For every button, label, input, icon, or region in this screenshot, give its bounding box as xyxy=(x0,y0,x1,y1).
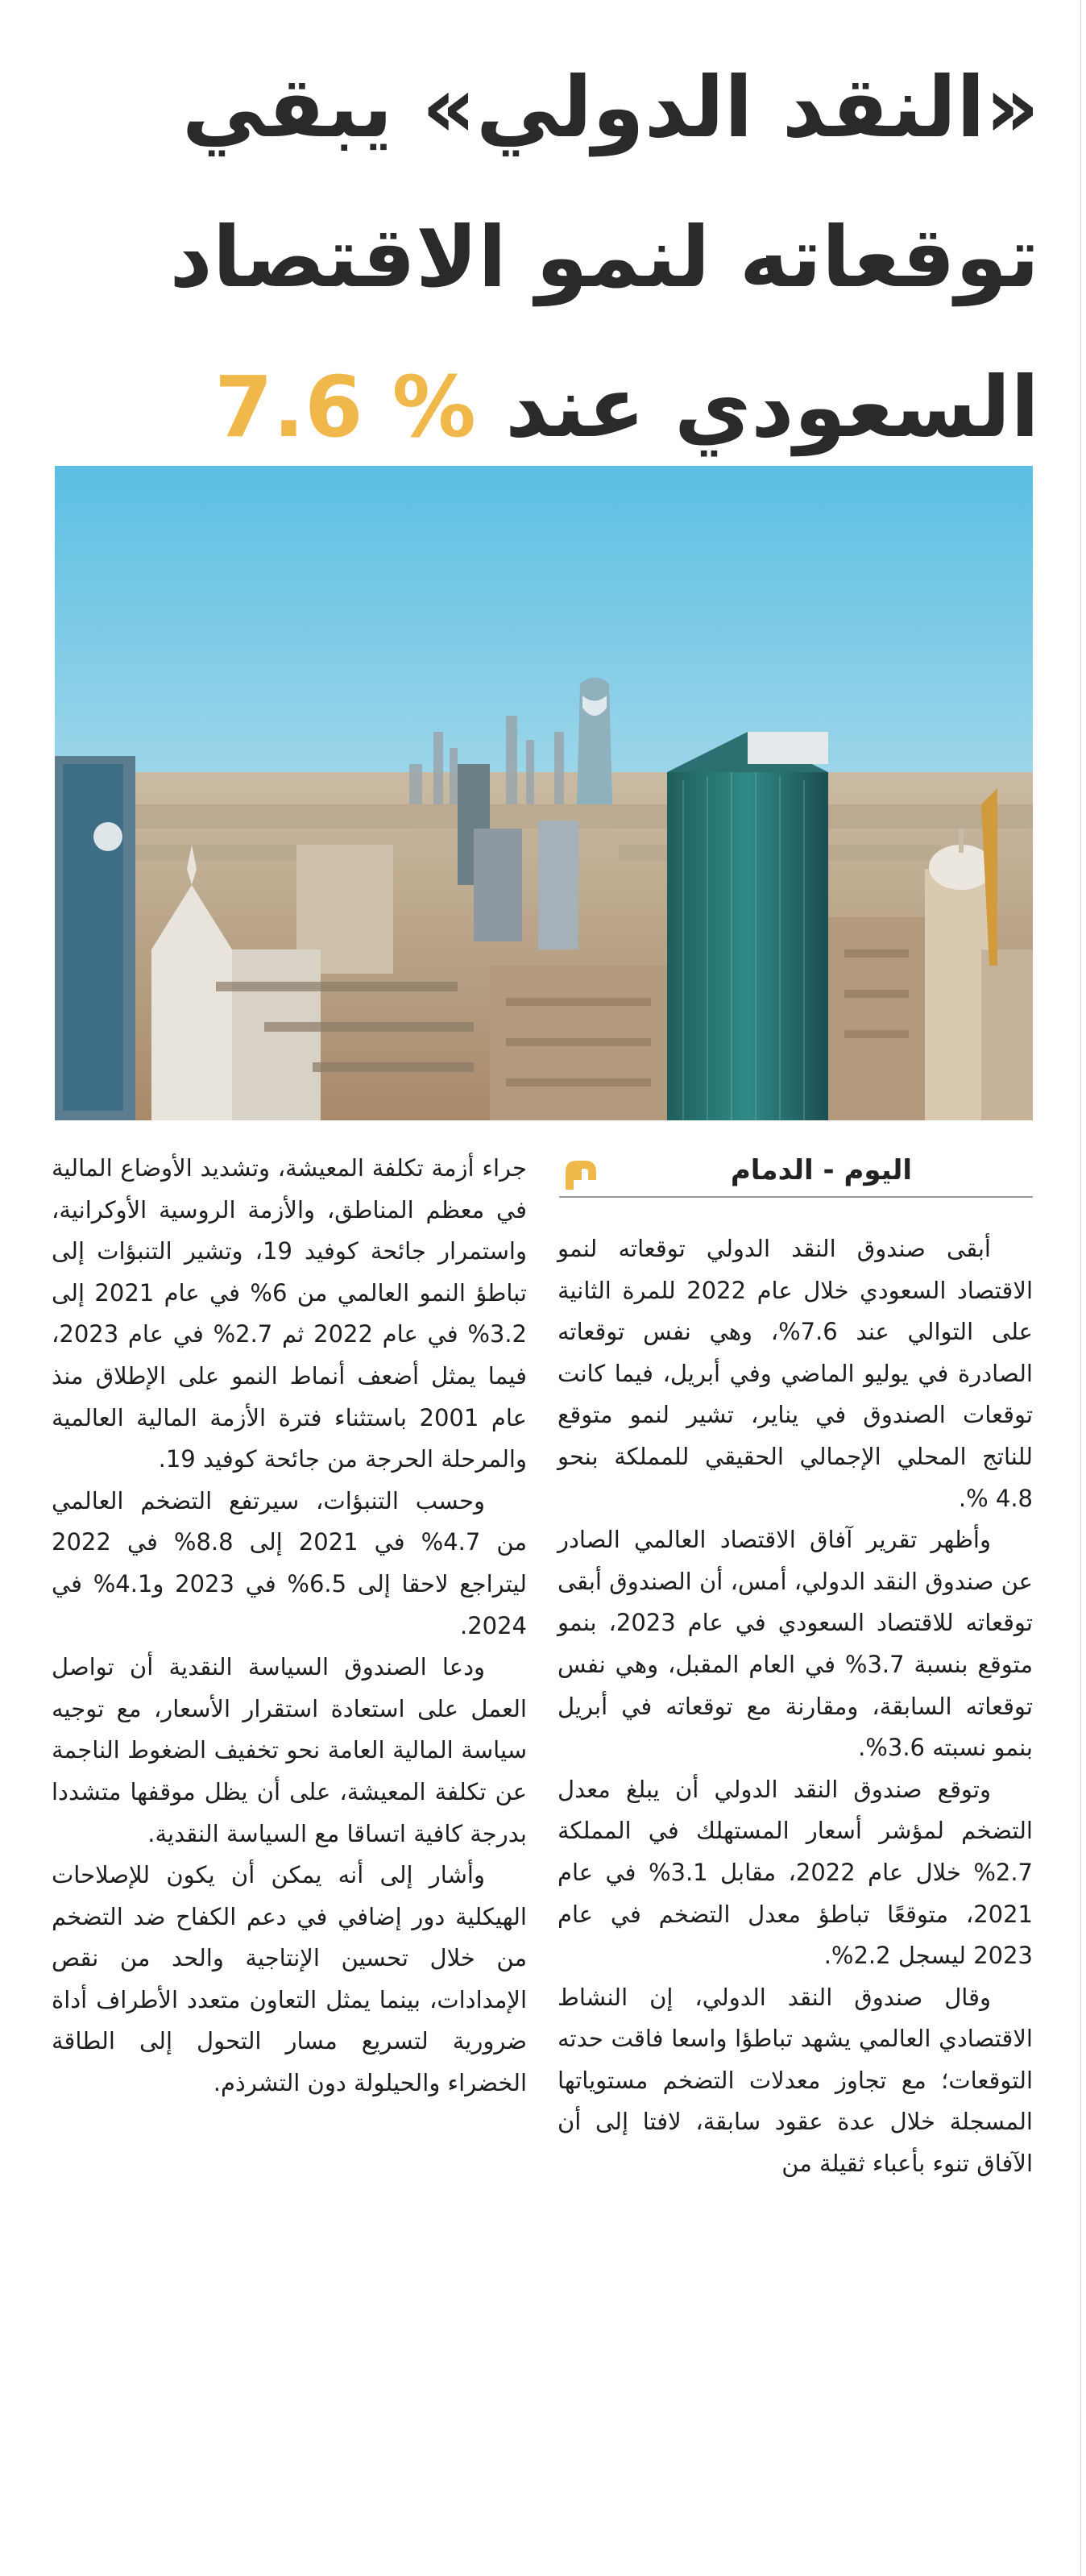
riyadh-skyline-photo xyxy=(55,466,1033,1120)
article-column-right xyxy=(558,1228,1033,2185)
headline-line-3-text: السعودي عند xyxy=(505,358,1039,456)
page-edge-rule xyxy=(1080,0,1081,2576)
article-headline xyxy=(40,32,1039,482)
article-paragraph: وحسب التنبؤات، سيرتفع التضخم العالمي من 4.7% في 2021 إلى 8.8% في 2022 ليتراجع لاحقا إلى 6.5% في 2023 و4.1% في 2024. xyxy=(52,1486,528,1639)
article-paragraph: أبقى صندوق النقد الدولي توقعاته لنمو الاقتصاد السعودي خلال عام 2022 للمرة الثانية على التوالي عند 7.6%، وهي نفس توقعاته الصادرة في يوليو الماضي وفي أبريل، فيما كانت توقعات الصندوق في يناير، تشير لنمو متوقع للناتج المحلي الإجمالي الحقيقي للمملكة بنحو 4.8 %. xyxy=(558,1235,1033,1512)
article-column-left xyxy=(52,1148,527,2104)
article-paragraph: وأظهر تقرير آفاق الاقتصاد العالمي الصادر عن صندوق النقد الدولي، أمس، أن الصندوق أبقى توقعاته للاقتصاد السعودي في عام 2023، بنمو متوقع بنسبة 3.7% في العام المقبل، وهي نفس توقعاته السابقة، ومقارنة مع توقعاته في أبريل بنمو نسبته 3.6%. xyxy=(558,1526,1033,1762)
headline-accent-figure: 7.6 % xyxy=(214,358,476,456)
article-paragraph: وقال صندوق النقد الدولي، إن النشاط الاقتصادي العالمي يشهد تباطؤا واسعا فاقت حدته التوقعات؛ مع تجاوز معدلات التضخم مستوياتها المسجلة خلال عدة عقود سابقة، لافتا إلى أن الآفاق تنوء بأعباء ثقيلة من xyxy=(558,1983,1033,2178)
article-paragraph: ودعا الصندوق السياسة النقدية أن تواصل العمل على استعادة استقرار الأسعار، مع توجيه سياسة المالية العامة نحو تخفيف الضغوط الناجمة عن تكلفة المعيشة، على أن يظل موقفها متشددا بدرجة كافية اتساقا مع السياسة النقدية. xyxy=(52,1653,527,1847)
headline-line-2: توقعاته لنمو الاقتصاد xyxy=(169,208,1039,306)
article-paragraph: وأشار إلى أنه يمكن أن يكون للإصلاحات الهيكلية دور إضافي في دعم الكفاح ضد التضخم من خلال تحسين الإنتاجية والحد من نقص الإمدادات، بينما يمثل التعاون متعدد الأطراف أداة ضرورية لتسريع مسار التحول إلى الطاقة الخضراء والحيلولة دون التشرذم. xyxy=(52,1861,527,2097)
article-byline xyxy=(559,1148,1033,1198)
headline-line-3 xyxy=(40,332,1039,482)
skyline-illustration xyxy=(55,466,1033,1120)
headline-line-1: «النقد الدولي» يبقي xyxy=(181,58,1039,156)
article-paragraph: جراء أزمة تكلفة المعيشة، وتشديد الأوضاع المالية في معظم المناطق، والأزمة الروسية الأوكرانية، واستمرار جائحة كوفيد 19، وتشير التنبؤات إلى تباطؤ النمو العالمي من 6% في عام 2021 إلى 3.2% في عام 2022 ثم 2.7% في عام 2023، فيما يمثل أضعف أنماط النمو على الإطلاق منذ عام 2001 باستثناء فترة الأزمة المالية العالمية والمرحلة الحرجة من جائحة كوفيد 19. xyxy=(52,1154,527,1473)
article-paragraph: وتوقع صندوق النقد الدولي أن يبلغ معدل التضخم لمؤشر أسعار المستهلك في المملكة 2.7% خلال عام 2022، مقابل 3.1% في عام 2021، متوقعًا تباطؤ معدل التضخم في عام 2023 ليسجل 2.2%. xyxy=(558,1775,1034,1970)
byline-source: اليوم - الدمام xyxy=(730,1154,912,1186)
alyaum-logo-icon xyxy=(559,1153,603,1196)
